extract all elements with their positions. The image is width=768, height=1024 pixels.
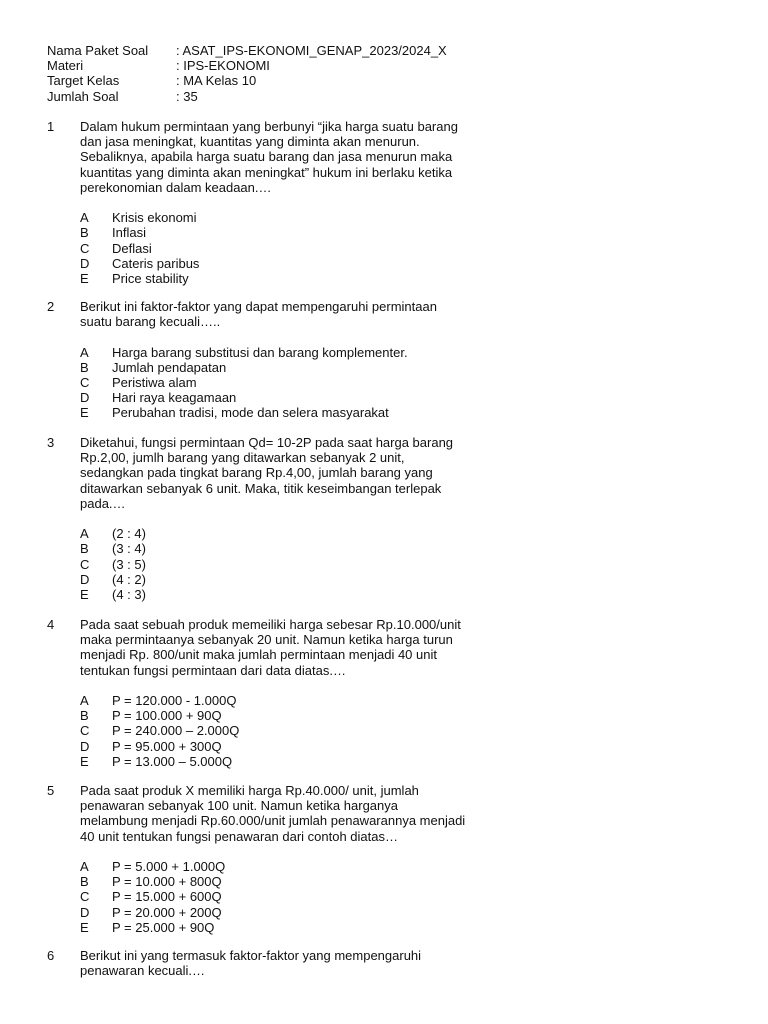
question-number: 5 [47, 783, 55, 798]
answer-option [80, 889, 477, 904]
metadata-label: Jumlah Soal [47, 88, 119, 104]
option-text: P = 15.000 + 600Q [112, 889, 222, 905]
answer-option [80, 920, 477, 935]
option-letter: E [80, 270, 89, 286]
question-line: kuantitas yang diminta akan meningkat” hukum ini berlaku ketika [80, 164, 453, 180]
answer-option [80, 723, 477, 738]
question-line: sedangkan pada tingkat barang Rp.4,00, jumlah barang yang [80, 465, 433, 481]
answer-option [80, 210, 477, 225]
question-line: menjadi Rp. 800/unit maka jumlah permintaan menjadi 40 unit [80, 647, 437, 663]
question-2 [47, 299, 477, 421]
metadata-row [47, 43, 447, 58]
answer-option [80, 693, 477, 708]
option-letter: C [80, 240, 90, 256]
answer-option [80, 587, 477, 602]
answer-option [80, 271, 477, 286]
option-letter: E [80, 405, 89, 421]
question-number: 1 [47, 119, 55, 134]
question-line: pada.… [80, 495, 126, 511]
question-line: dan jasa meningkat, kuantitas yang diminta akan menurun. [80, 134, 420, 150]
answer-option [80, 572, 477, 587]
answer-option [80, 241, 477, 256]
option-text: (4 : 3) [112, 586, 146, 602]
answer-options [80, 345, 477, 421]
answer-options [80, 859, 477, 935]
question-line: Dalam hukum permintaan yang berbunyi “jika harga suatu barang [80, 119, 458, 134]
answer-options [80, 210, 477, 286]
answer-option [80, 390, 477, 405]
question-text [80, 783, 465, 844]
question-line: Diketahui, fungsi permintaan Qd= 10-2P pada saat harga barang [80, 435, 454, 450]
question-text [80, 948, 465, 978]
option-text: P = 10.000 + 800Q [112, 874, 222, 890]
option-text: Deflasi [112, 240, 152, 256]
option-text: Inflasi [112, 225, 146, 241]
answer-options [80, 693, 477, 769]
option-text: P = 20.000 + 200Q [112, 904, 222, 920]
answer-option [80, 754, 477, 769]
option-letter: D [80, 738, 90, 754]
option-letter: D [80, 571, 90, 587]
metadata-row [47, 89, 447, 104]
option-letter: E [80, 919, 89, 935]
answer-option [80, 739, 477, 754]
answer-option [80, 360, 477, 375]
answer-option [80, 905, 477, 920]
metadata-value: : ASAT_IPS-EKONOMI_GENAP_2023/2024_X [176, 43, 447, 58]
option-letter: E [80, 753, 89, 769]
metadata-value: : 35 [176, 88, 198, 104]
answer-option [80, 375, 477, 390]
option-letter: E [80, 586, 89, 602]
option-text: Jumlah pendapatan [112, 359, 227, 375]
question-6 [47, 948, 477, 978]
option-letter: B [80, 874, 89, 890]
question-line: tentukan fungsi permintaan dari data diatas.… [80, 662, 346, 678]
question-1 [47, 119, 477, 286]
question-line: Pada saat produk X memiliki harga Rp.40.000/ unit, jumlah [80, 783, 419, 798]
option-text: Peristiwa alam [112, 374, 197, 390]
metadata-value: : MA Kelas 10 [176, 73, 257, 89]
option-letter: A [80, 344, 89, 360]
option-text: P = 95.000 + 300Q [112, 738, 222, 754]
metadata-label: Target Kelas [47, 73, 120, 89]
answer-option [80, 405, 477, 420]
option-text: P = 240.000 – 2.000Q [112, 723, 240, 739]
answer-option [80, 859, 477, 874]
question-line: Berikut ini yang termasuk faktor-faktor yang mempengaruhi [80, 948, 422, 963]
metadata-label: Materi [47, 58, 84, 74]
option-letter: C [80, 723, 90, 739]
question-line: Berikut ini faktor-faktor yang dapat mempengaruhi permintaan [80, 299, 437, 314]
question-4 [47, 617, 477, 769]
question-line: maka permintaanya sebanyak 20 unit. Namun ketika harga turun [80, 632, 453, 648]
question-number: 4 [47, 617, 55, 632]
question-line: 40 unit tentukan fungsi penawaran dari contoh diatas… [80, 828, 398, 844]
option-text: P = 5.000 + 1.000Q [112, 859, 226, 874]
option-text: Hari raya keagamaan [112, 390, 237, 406]
option-letter: B [80, 359, 89, 375]
question-text [80, 119, 465, 195]
option-letter: D [80, 390, 90, 406]
question-3 [47, 435, 477, 602]
question-text [80, 617, 465, 678]
answer-option [80, 526, 477, 541]
option-letter: A [80, 859, 89, 874]
option-text: (3 : 5) [112, 556, 146, 572]
answer-option [80, 345, 477, 360]
option-text: P = 100.000 + 90Q [112, 708, 222, 724]
option-text: P = 120.000 - 1.000Q [112, 693, 237, 708]
question-line: perekonomian dalam keadaan.… [80, 179, 272, 195]
option-letter: B [80, 541, 89, 557]
option-letter: A [80, 526, 89, 542]
question-line: Sebaliknya, apabila harga suatu barang dan jasa menurun maka [80, 149, 453, 165]
metadata-row [47, 73, 447, 88]
option-text: P = 25.000 + 90Q [112, 919, 215, 935]
question-number: 3 [47, 435, 55, 450]
question-text [80, 299, 465, 329]
option-letter: A [80, 210, 89, 226]
question-text [80, 435, 465, 511]
question-line: suatu barang kecuali….. [80, 314, 221, 330]
answer-option [80, 874, 477, 889]
answer-option [80, 541, 477, 556]
option-letter: D [80, 904, 90, 920]
metadata-value: : IPS-EKONOMI [176, 58, 270, 74]
option-text: (4 : 2) [112, 571, 146, 587]
metadata-row [47, 58, 447, 73]
answer-option [80, 256, 477, 271]
option-letter: C [80, 374, 90, 390]
question-number: 6 [47, 948, 55, 963]
answer-options [80, 526, 477, 602]
option-letter: B [80, 708, 89, 724]
option-letter: A [80, 693, 89, 708]
option-letter: C [80, 556, 90, 572]
question-line: penawaran kecuali.… [80, 963, 206, 979]
option-letter: D [80, 255, 90, 271]
option-text: Price stability [112, 270, 189, 286]
metadata-label: Nama Paket Soal [47, 43, 149, 58]
question-line: Pada saat sebuah produk memeiliki harga sebesar Rp.10.000/unit [80, 617, 461, 632]
answer-option [80, 225, 477, 240]
question-5 [47, 783, 477, 935]
option-text: P = 13.000 – 5.000Q [112, 753, 233, 769]
question-line: penawaran sebanyak 100 unit. Namun ketika harganya [80, 798, 398, 814]
question-line: melambung menjadi Rp.60.000/unit jumlah penawarannya menjadi [80, 813, 466, 829]
option-text: (2 : 4) [112, 526, 146, 542]
option-text: (3 : 4) [112, 541, 146, 557]
answer-option [80, 557, 477, 572]
option-text: Harga barang substitusi dan barang komplementer. [112, 344, 408, 360]
option-text: Krisis ekonomi [112, 210, 197, 226]
option-letter: C [80, 889, 90, 905]
question-line: ditawarkan sebanyak 6 unit. Maka, titik keseimbangan terlepak [80, 480, 442, 496]
option-text: Perubahan tradisi, mode dan selera masyarakat [112, 405, 389, 421]
question-number: 2 [47, 299, 55, 314]
option-text: Cateris paribus [112, 255, 200, 271]
answer-option [80, 708, 477, 723]
option-letter: B [80, 225, 89, 241]
question-line: Rp.2,00, jumlh barang yang ditawarkan sebanyak 2 unit, [80, 450, 405, 466]
metadata-block [47, 43, 447, 104]
